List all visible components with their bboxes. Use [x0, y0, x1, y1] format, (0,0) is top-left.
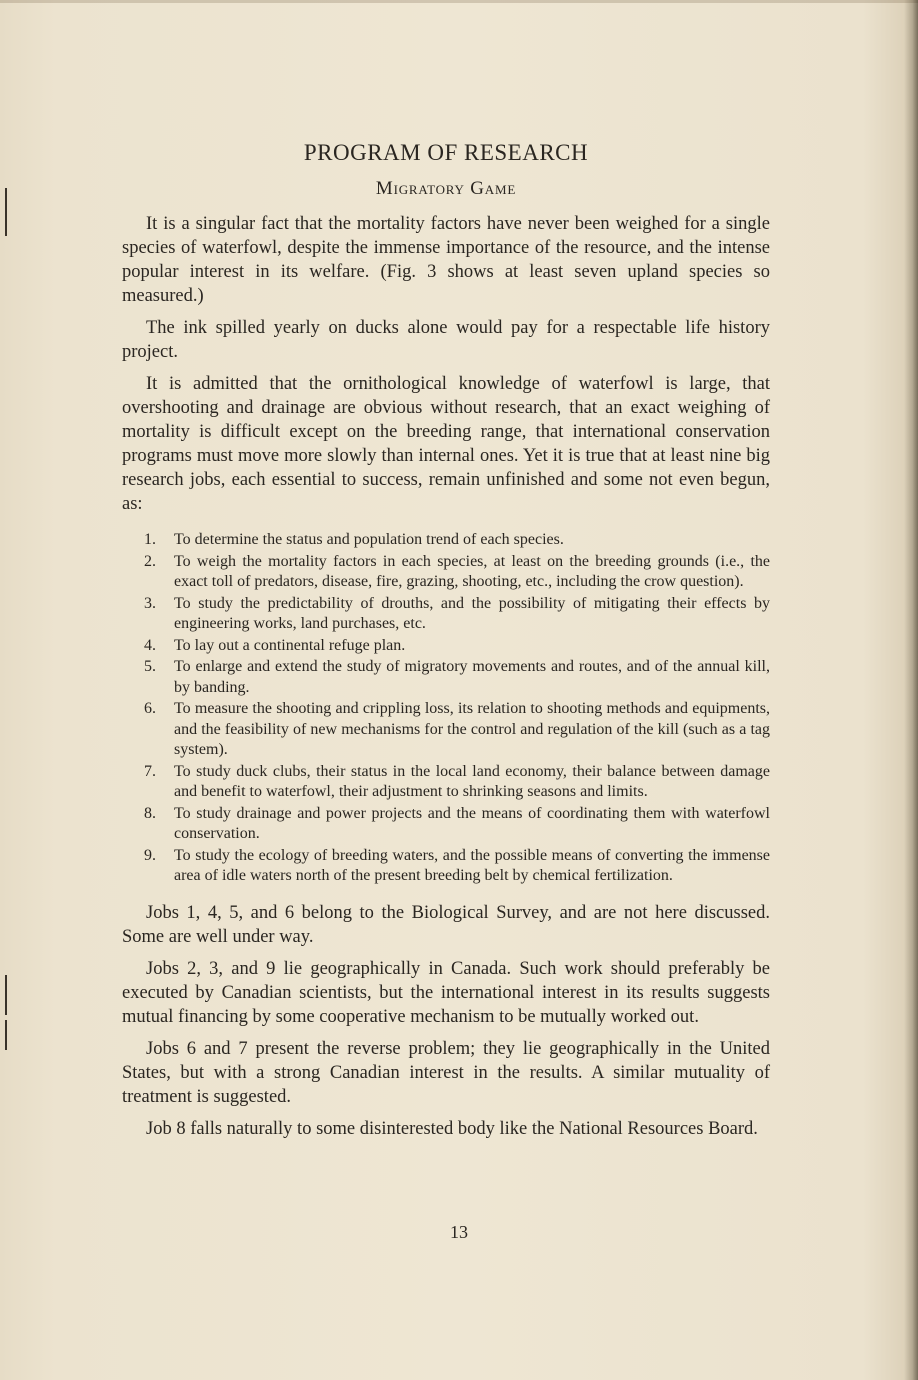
section-subtitle: Migratory Game [375, 178, 517, 199]
list-item [122, 762, 770, 803]
list-item [122, 699, 770, 761]
binding-mark [5, 975, 7, 1015]
list-item-text: To determine the status and population trend of each species. [174, 531, 564, 548]
binding-mark [5, 1020, 7, 1050]
list-item [122, 804, 770, 845]
list-item-number: 1. [144, 531, 156, 548]
list-item-number: 3. [144, 594, 156, 612]
list-item-text: To measure the shooting and crippling loss, its relation to shooting methods and equipments, and the feasibility of new mechanisms for the control and regulation of the kill (such as a tag system). [174, 700, 770, 758]
list-item-text: To study the predictability of drouths, and the possibility of mitigating their effects by engineering works, land purchases, etc. [174, 594, 770, 632]
paragraph: Jobs 1, 4, 5, and 6 belong to the Biological Survey, and are not here discussed. Some are well under way. [122, 902, 770, 947]
list-item-number: 8. [144, 804, 156, 822]
list-item [122, 636, 770, 657]
list-item-number: 7. [144, 762, 156, 780]
list-item-number: 4. [144, 636, 156, 654]
list-item-text: To study the ecology of breeding waters, and the possible means of converting the immense area of idle waters north of the present breeding belt by chemical fertilization. [174, 846, 770, 884]
list-item-number: 6. [144, 700, 156, 717]
page-title: PROGRAM OF RESEARCH [303, 140, 589, 165]
page-content [122, 140, 770, 1149]
list-item [122, 846, 770, 887]
paragraph: Job 8 falls naturally to some disinterested body like the National Resources Board. [146, 1118, 758, 1139]
list-item [122, 657, 770, 698]
page-top-edge [0, 0, 918, 3]
paragraph: The ink spilled yearly on ducks alone would pay for a respectable life history project. [122, 318, 770, 362]
paragraph: Jobs 2, 3, and 9 lie geographically in Canada. Such work should preferably be executed by Canadian scientists, but the international interest in its results suggests mutual financing by some cooperative mechanism to be mutually worked out. [122, 958, 770, 1027]
binding-mark [5, 188, 7, 236]
paragraph: It is admitted that the ornithological knowledge of waterfowl is large, that overshooting and drainage are obvious without research, that an exact weighing of mortality is difficult except on the breeding range, that international conservation programs must move more slowly than internal ones. Yet it is true that at least nine big research jobs, each essential to success, remain unfinished and some not even begun, as: [122, 374, 770, 514]
list-item-text: To study drainage and power projects and the means of coordinating them with waterfowl conservation. [174, 804, 770, 842]
list-item [122, 594, 770, 635]
list-item-text: To weigh the mortality factors in each species, at least on the breeding grounds (i.e., the exact toll of predators, disease, fire, grazing, shooting, etc., including the crow question). [174, 552, 770, 590]
page-number: 13 [450, 1222, 468, 1242]
binding-shadow [904, 0, 918, 1380]
list-item-number: 9. [144, 846, 156, 864]
list-item-text: To study duck clubs, their status in the local land economy, their balance between damage and benefit to waterfowl, their adjustment to shrinking seasons and limits. [174, 762, 770, 800]
paragraph: It is a singular fact that the mortality factors have never been weighed for a single species of waterfowl, despite the immense importance of the resource, and the intense popular interest in its welfare. (Fig. 3 shows at least seven upland species so measured.) [122, 214, 770, 306]
list-item [122, 552, 770, 593]
research-jobs-list [122, 530, 770, 887]
list-item-number: 2. [144, 552, 156, 570]
list-item [122, 530, 770, 551]
list-item-text: To enlarge and extend the study of migratory movements and routes, and of the annual kill, by banding. [174, 658, 770, 696]
list-item-number: 5. [144, 658, 156, 675]
paragraph: Jobs 6 and 7 present the reverse problem; they lie geographically in the United States, but with a strong Canadian interest in the results. A similar mutuality of treatment is suggested. [122, 1038, 770, 1107]
list-item-text: To lay out a continental refuge plan. [174, 636, 406, 654]
